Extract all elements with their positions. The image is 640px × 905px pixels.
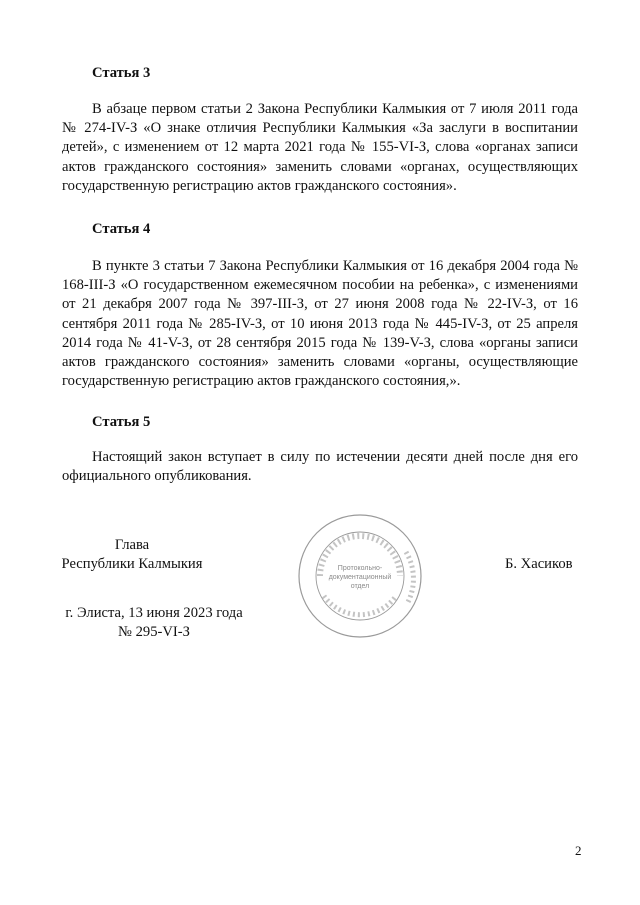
stamp-line2: документационный	[328, 574, 392, 581]
signatory-title-line2: Республики Калмыкия	[61, 556, 203, 572]
article-4-text: В пункте 3 статьи 7 Закона Республики Калмыкия от 16 декабря 2004 года № 168-III-З «О государственном ежемесячном пособии на ребенка», с изменениями от 21 декабря 2007 года № 397-III-З, от 27 июня 2008 года № 22-IV-З, от 16 сентября 2011 года № 285-IV-З, от 10 июня 2013 года № 445-IV-З, от 25 апреля 2014 года № 41-V-З, от 28 сентября 2015 года № 139-V-З, слова «органы записи актов гражданского состояния» заменить словами «органы, осуществляющие государственную регистрацию актов гражданского состояния,».	[62, 258, 578, 390]
stamp-line3: отдел	[350, 583, 370, 590]
stamp-line1: Протокольно-	[337, 565, 383, 572]
law-number: № 295-VI-З	[118, 624, 190, 640]
signatory-title-line1: Глава	[114, 537, 150, 553]
article-3-text: В абзаце первом статьи 2 Закона Республики Калмыкия от 7 июля 2011 года № 274-IV-З «О знаке отличия Республики Калмыкия «За заслуги в воспитании детей», с изменением от 12 марта 2021 года № 155-VI-З, слова «органах записи актов гражданского состояния» заменить словами «органах, осуществляющих государственную регистрацию актов гражданского состояния».	[62, 101, 578, 194]
article-5-text: Настоящий закон вступает в силу по истечении десяти дней после дня его официального опубликования.	[62, 449, 578, 485]
page-number: 2	[575, 843, 582, 858]
article-4-heading: Статья 4	[92, 221, 151, 237]
official-stamp	[296, 512, 424, 640]
article-5-heading: Статья 5	[92, 414, 151, 430]
article-3-heading: Статья 3	[92, 65, 151, 81]
place-and-number	[56, 604, 252, 642]
signatory-title	[52, 536, 212, 574]
signatory-name: Б. Хасиков	[505, 556, 573, 572]
place-date: г. Элиста, 13 июня 2023 года	[65, 605, 243, 621]
